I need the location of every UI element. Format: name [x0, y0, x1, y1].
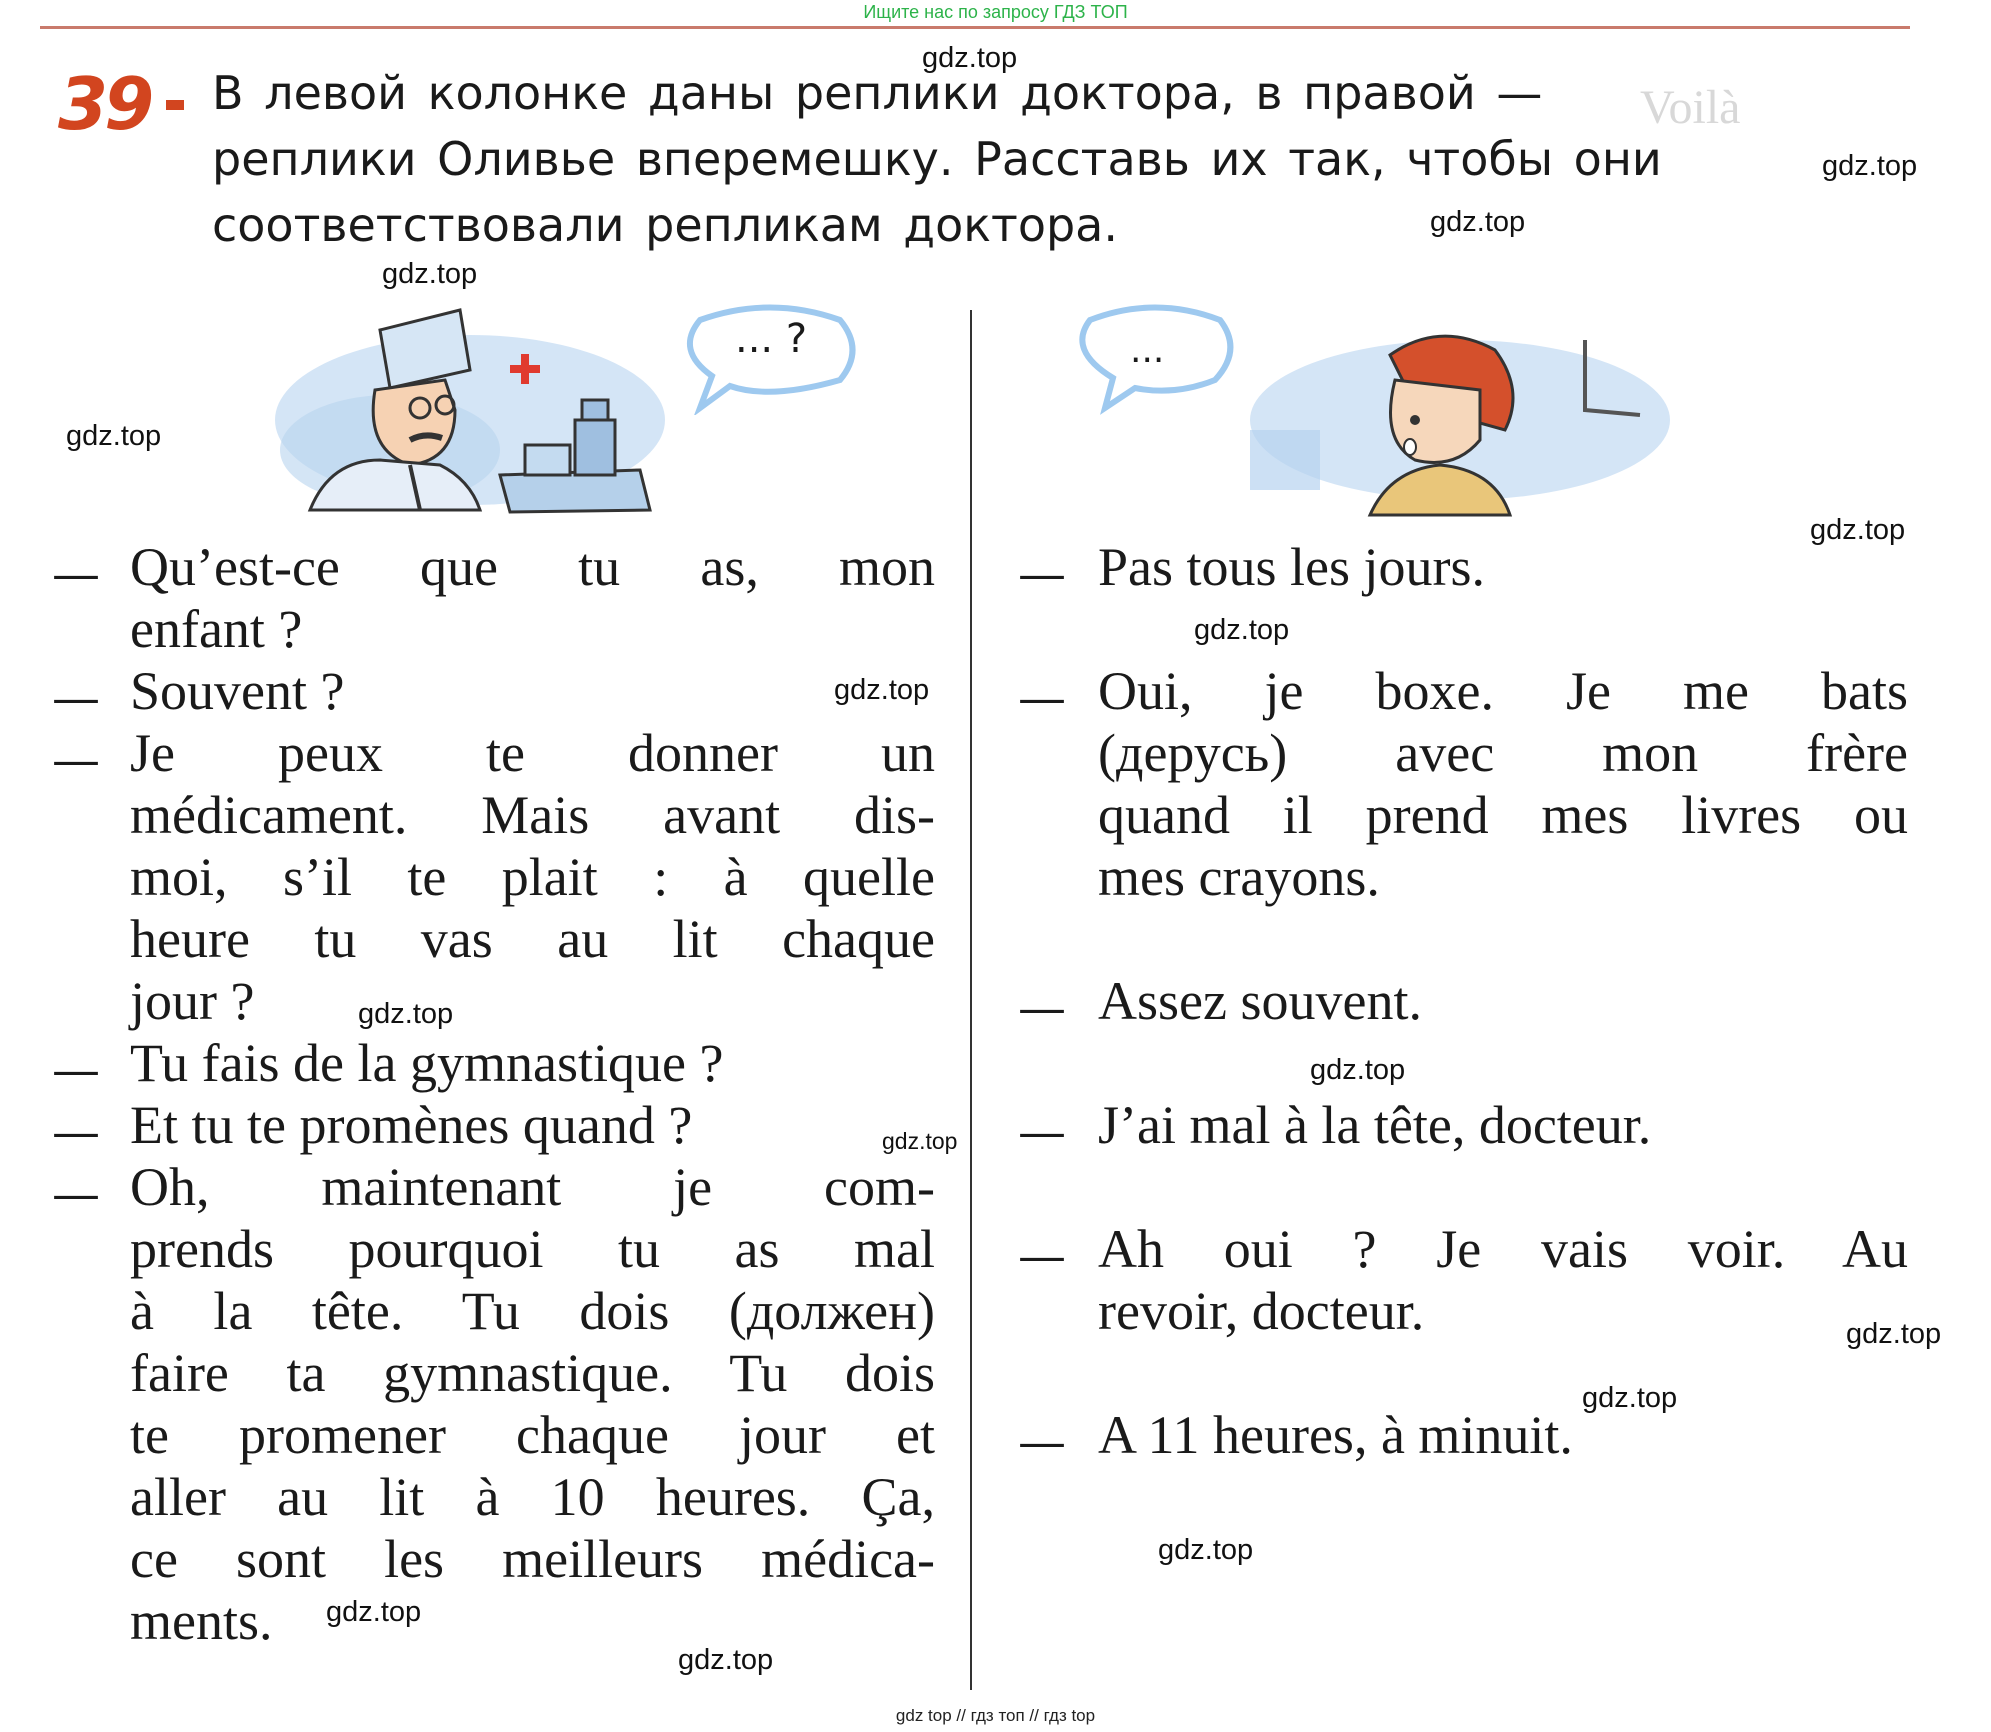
- watermark: gdz.top: [922, 42, 1018, 74]
- watermark: gdz.top: [1822, 150, 1918, 182]
- watermark: gdz.top: [358, 998, 454, 1030]
- olivier-a5-line-1: Ah oui ? Je vais voir. Au: [1098, 1219, 1908, 1279]
- ghost-bleed-text: Voilà: [1640, 81, 1741, 134]
- instruction-line-1: В левой колонке даны реплики доктора, в правой —: [212, 66, 1543, 120]
- dash: —: [1018, 980, 1066, 1036]
- watermark: gdz.top: [326, 1596, 422, 1628]
- olivier-a2-line-4: mes crayons.: [1098, 847, 1380, 907]
- instruction-line-2: реплики Оливье вперемешку. Расставь их так, чтобы они: [212, 132, 1662, 186]
- olivier-a2-line-1: Oui, je boxe. Je me bats: [1098, 661, 1908, 721]
- footer: gdz top // гдз топ // гдз top: [895, 1706, 1096, 1725]
- watermark: gdz.top: [834, 674, 930, 706]
- doctor-bubble-text: ... ?: [735, 316, 808, 362]
- olivier-a5-line-2: revoir, docteur.: [1098, 1281, 1425, 1341]
- dash: —: [1018, 670, 1066, 726]
- dash: —: [52, 1104, 100, 1160]
- doctor-q6-line-1: Oh, maintenant je com-: [130, 1157, 935, 1217]
- dash: —: [1018, 1414, 1066, 1470]
- doctor-q6-line-7: ce sont les meilleurs médica-: [130, 1529, 935, 1589]
- doctor-q6-line-6: aller au lit à 10 heures. Ça,: [130, 1467, 935, 1527]
- olivier-a3-line-1: Assez souvent.: [1098, 971, 1422, 1031]
- doctor-q3-line-4: heure tu vas au lit chaque: [130, 909, 935, 969]
- doctor-q6-line-4: faire ta gymnastique. Tu dois: [130, 1343, 935, 1403]
- watermark: gdz.top: [1194, 614, 1290, 646]
- doctor-q3-line-3: moi, s’il te plait : à quelle: [130, 847, 935, 907]
- olivier-bubble-text: ...: [1130, 330, 1165, 371]
- olivier-a6-line-1: A 11 heures, à minuit.: [1098, 1405, 1573, 1465]
- top-banner: Ищите нас по запросу ГДЗ ТОП: [863, 2, 1128, 22]
- dash: —: [52, 1166, 100, 1222]
- doctor-q1-line-2: enfant ?: [130, 599, 303, 659]
- olivier-a2-line-2: (дерусь) avec mon frère: [1098, 723, 1908, 783]
- dash: —: [52, 546, 100, 602]
- doctor-q6-line-3: à la tête. Tu dois (должен): [130, 1281, 935, 1341]
- watermark: gdz.top: [66, 420, 162, 452]
- exercise-number: 39: [58, 62, 151, 146]
- dash: —: [1018, 546, 1066, 602]
- doctor-q3-line-5: jour ?: [130, 971, 255, 1031]
- watermark: gdz.top: [1582, 1382, 1678, 1414]
- olivier-illustration: [1240, 310, 1680, 520]
- doctor-q3-line-1: Je peux te donner un: [130, 723, 935, 783]
- top-rule: [40, 26, 1910, 29]
- olivier-a4-line-1: J’ai mal à la tête, docteur.: [1098, 1095, 1652, 1155]
- doctor-q2-line-1: Souvent ?: [130, 661, 345, 721]
- watermark: gdz.top: [382, 258, 478, 290]
- doctor-q5-line-1: Et tu te promènes quand ?: [130, 1095, 693, 1155]
- watermark: gdz.top: [678, 1644, 774, 1676]
- instruction-line-3: соответствовали репликам доктора.: [212, 198, 1118, 252]
- dash: —: [1018, 1104, 1066, 1160]
- dash: —: [52, 670, 100, 726]
- doctor-q6-line-5: te promener chaque jour et: [130, 1405, 935, 1465]
- column-divider: [970, 310, 972, 1690]
- watermark: gdz.top: [1310, 1054, 1406, 1086]
- doctor-q6-line-2: prends pourquoi tu as mal: [130, 1219, 935, 1279]
- doctor-illustration: [270, 300, 670, 515]
- watermark: gdz.top: [1846, 1318, 1942, 1350]
- watermark: gdz.top: [882, 1128, 958, 1154]
- watermark: gdz.top: [1430, 206, 1526, 238]
- dash: —: [52, 732, 100, 788]
- doctor-q6-line-8: ments.: [130, 1591, 273, 1651]
- exercise-number-dot: [166, 100, 184, 110]
- watermark: gdz.top: [1158, 1534, 1254, 1566]
- dash: —: [1018, 1228, 1066, 1284]
- watermark: gdz.top: [1810, 514, 1906, 546]
- doctor-q1-line-1: Qu’est-ce que tu as, mon: [130, 537, 935, 597]
- olivier-a1-line-1: Pas tous les jours.: [1098, 537, 1486, 597]
- dash: —: [52, 1042, 100, 1098]
- olivier-a2-line-3: quand il prend mes livres ou: [1098, 785, 1908, 845]
- doctor-q4-line-1: Tu fais de la gymnastique ?: [130, 1033, 724, 1093]
- doctor-q3-line-2: médicament. Mais avant dis-: [130, 785, 935, 845]
